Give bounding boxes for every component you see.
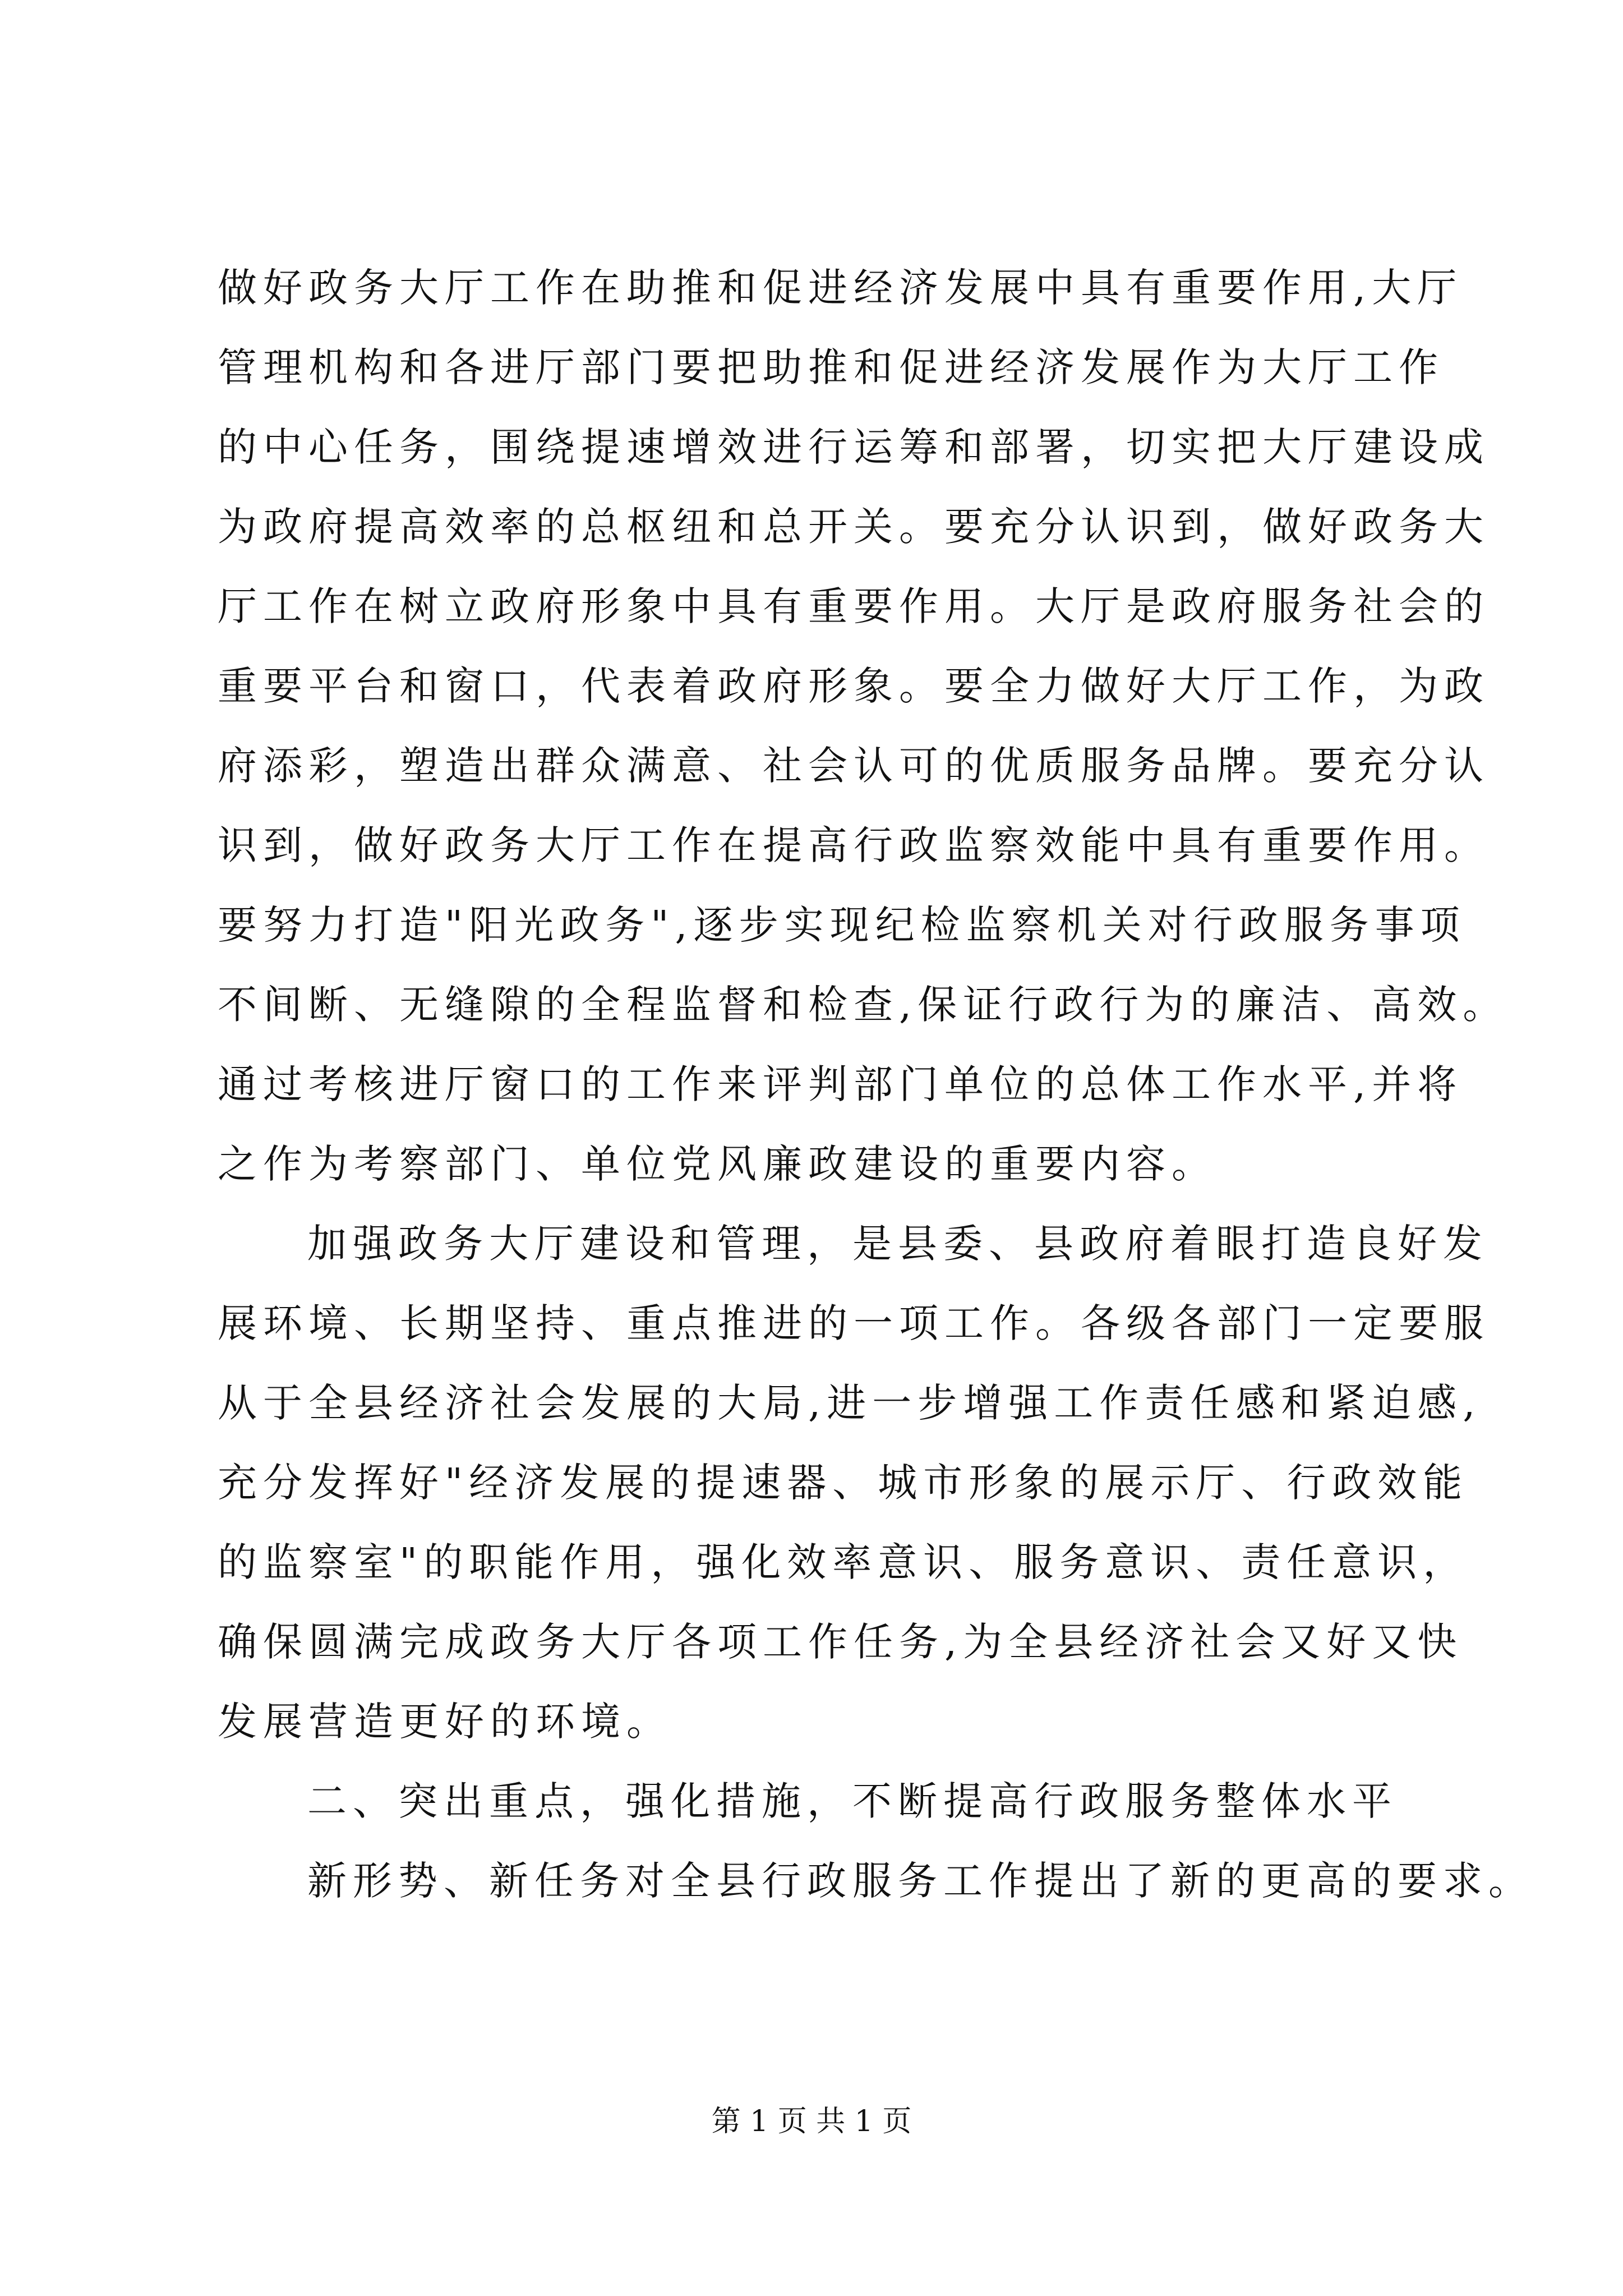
text-line: 发展营造更好的环境。	[218, 1699, 672, 1745]
text-line: 确保圆满完成政务大厅各项工作任务,为全县经济社会又好又快	[218, 1619, 1463, 1665]
page-footer: 第 1 页 共 1 页	[711, 2105, 912, 2138]
text-line: 要努力打造"阳光政务",逐步实现纪检监察机关对行政服务事项	[218, 902, 1466, 948]
text-line: 识到，做好政务大厅工作在提高行政监察效能中具有重要作用。	[218, 822, 1490, 868]
text-line: 不间断、无缝隙的全程监督和检查,保证行政行为的廉洁、高效。	[218, 982, 1509, 1028]
text-line: 重要平台和窗口，代表着政府形象。要全力做好大厅工作，为政	[218, 663, 1490, 709]
text-line: 厅工作在树立政府形象中具有重要作用。大厅是政府服务社会的	[218, 583, 1490, 629]
text-line: 做好政务大厅工作在助推和促进经济发展中具有重要作用,大厅	[218, 265, 1463, 311]
text-line: 管理机构和各进厅部门要把助推和促进经济发展作为大厅工作	[218, 344, 1444, 390]
paragraph-start-line: 新形势、新任务对全县行政服务工作提出了新的更高的要求。	[307, 1858, 1534, 1904]
text-line: 充分发挥好"经济发展的提速器、城市形象的展示厅、行政效能	[218, 1460, 1469, 1506]
text-line: 的监察室"的职能作用，强化效率意识、服务意识、责任意识，	[218, 1539, 1469, 1585]
text-line: 从于全县经济社会发展的大局,进一步增强工作责任感和紧迫感,	[218, 1380, 1482, 1426]
text-line: 通过考核进厅窗口的工作来评判部门单位的总体工作水平,并将	[218, 1061, 1463, 1107]
paragraph-start-line: 加强政务大厅建设和管理，是县委、县政府着眼打造良好发	[307, 1221, 1488, 1267]
section-heading: 二、突出重点，强化措施，不断提高行政服务整体水平	[307, 1778, 1398, 1824]
text-line: 为政府提高效率的总枢纽和总开关。要充分认识到，做好政务大	[218, 504, 1490, 550]
text-line: 府添彩，塑造出群众满意、社会认可的优质服务品牌。要充分认	[218, 743, 1490, 789]
body-text	[218, 248, 1534, 1921]
text-line: 的中心任务，围绕提速增效进行运筹和部署，切实把大厅建设成	[218, 424, 1490, 470]
text-line: 展环境、长期坚持、重点推进的一项工作。各级各部门一定要服	[218, 1300, 1490, 1346]
text-line: 之作为考察部门、单位党风廉政建设的重要内容。	[218, 1141, 1217, 1187]
